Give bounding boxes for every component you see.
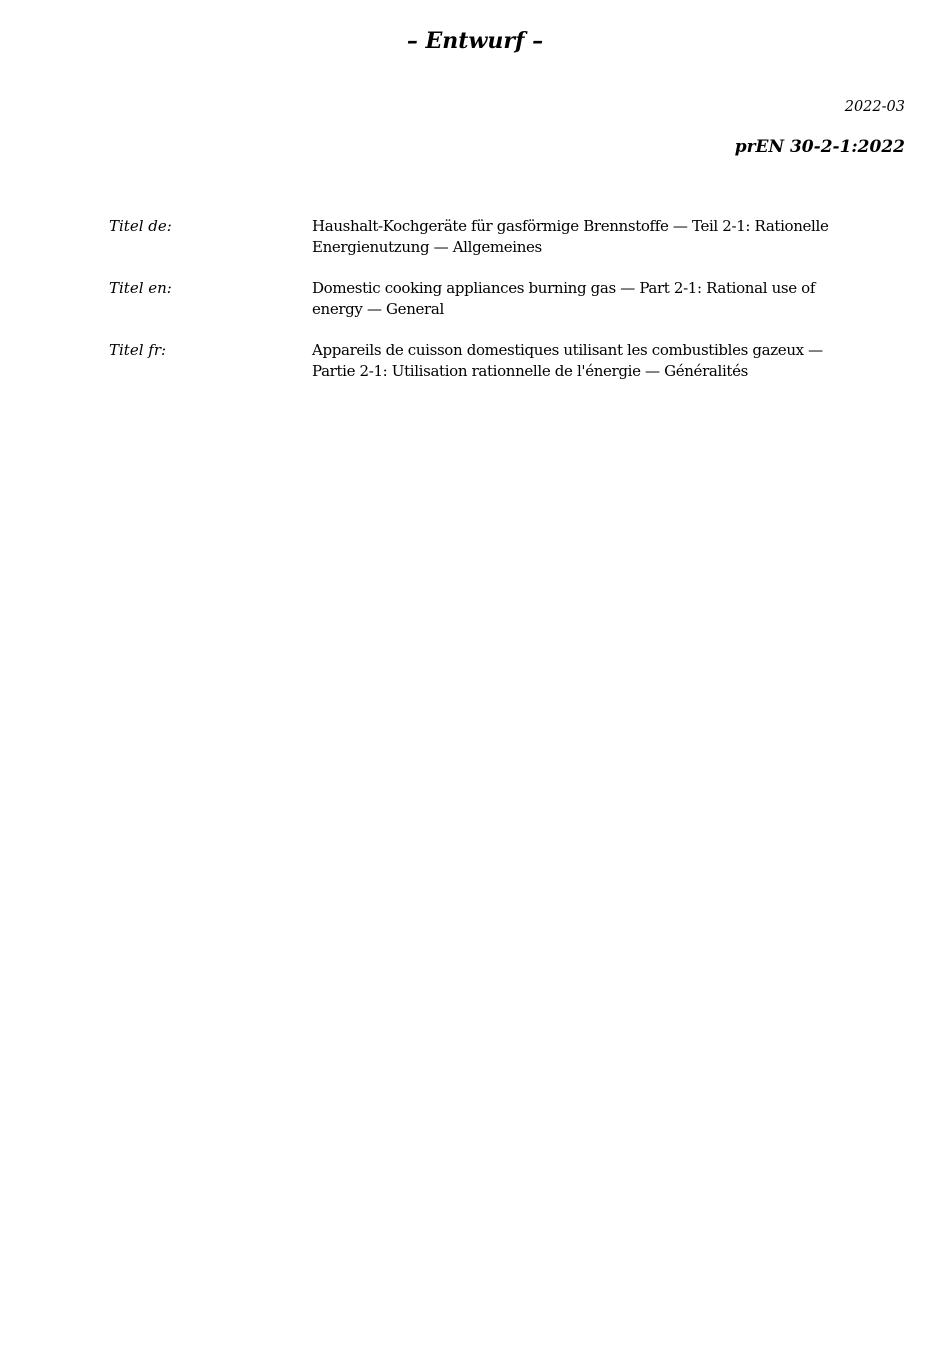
title-value-fr — [312, 340, 909, 382]
title-row-fr — [109, 340, 909, 382]
title-row-de — [109, 216, 909, 258]
titles-block — [109, 216, 909, 402]
document-date: 2022-03 — [844, 99, 905, 115]
title-label-fr: Titel fr: — [109, 341, 167, 359]
title-value-fr-line-1: Appareils de cuisson domestiques utilisant les combustibles gazeux — — [312, 341, 823, 359]
title-value-en-line-1: Domestic cooking appliances burning gas — Part 2-1: Rational use of — [312, 279, 816, 297]
title-value-fr-line-2: Partie 2-1: Utilisation rationnelle de l'énergie — Généralités — [312, 362, 748, 380]
title-value-de-line-1: Haushalt-Kochgeräte für gasförmige Brennstoffe — Teil 2-1: Rationelle — [312, 217, 829, 235]
title-row-en — [109, 278, 909, 320]
document-number: prEN 30-2-1:2022 — [734, 137, 905, 157]
title-label-de: Titel de: — [109, 217, 172, 235]
title-value-en-line-2: energy — General — [312, 300, 444, 318]
title-label-en: Titel en: — [109, 279, 172, 297]
title-value-de — [312, 216, 909, 258]
title-value-de-line-2: Energienutzung — Allgemeines — [312, 238, 542, 256]
draft-heading: – Entwurf – — [406, 28, 544, 54]
title-value-en — [312, 278, 909, 320]
